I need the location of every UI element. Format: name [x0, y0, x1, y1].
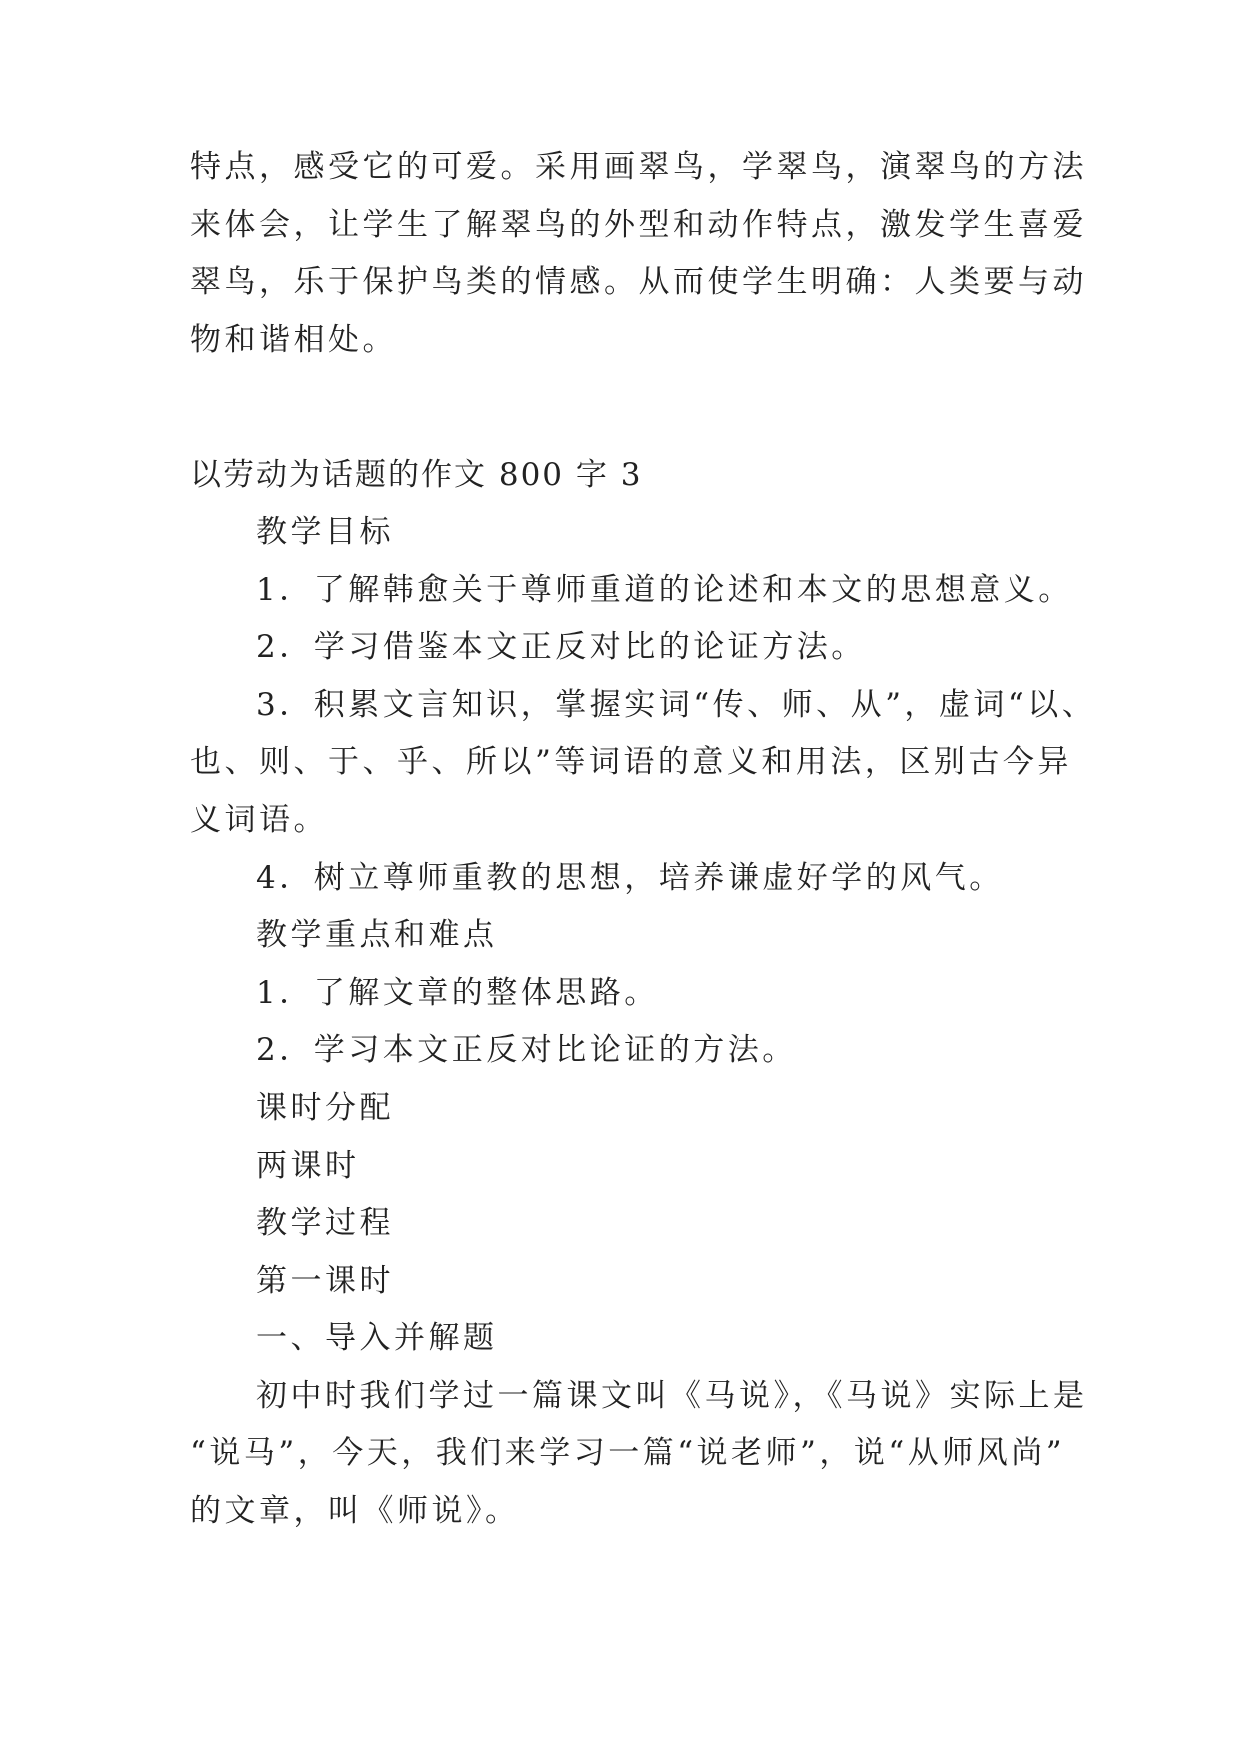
heading-hours: 课时分配 [256, 1090, 394, 1126]
intro-line-1: 特点，感受它的可爱。采用画翠鸟，学翠鸟，演翠鸟的方法 [190, 149, 1087, 185]
focus-1: 1．了解文章的整体思路。 [256, 975, 659, 1011]
lesson-one: 第一课时 [256, 1263, 394, 1299]
goal-3-line-1: 3．积累文言知识，掌握实词“传、师、从”，虚词“以、 [256, 687, 1097, 723]
goal-2: 2．学习借鉴本文正反对比的论证方法。 [256, 629, 866, 665]
lesson-intro-line-1: 初中时我们学过一篇课文叫《马说》，《马说》实际上是 [256, 1378, 1088, 1414]
lesson-intro-line-2: “说马”，今天，我们来学习一篇“说老师”，说“从师风尚” [190, 1435, 1066, 1471]
focus-2: 2．学习本文正反对比论证的方法。 [256, 1032, 797, 1068]
heading-goals: 教学目标 [256, 514, 394, 550]
lesson-intro-line-3: 的文章，叫《师说》。 [190, 1493, 520, 1529]
intro-line-4: 物和谐相处。 [190, 322, 397, 358]
goal-3-line-2: 也、则、于、乎、所以”等词语的意义和用法，区别古今异 [190, 744, 1072, 780]
goal-1: 1．了解韩愈关于尊师重道的论述和本文的思想意义。 [256, 572, 1073, 608]
heading-focus: 教学重点和难点 [256, 917, 498, 953]
goal-3-line-3: 义词语。 [190, 802, 328, 838]
hours-value: 两课时 [256, 1148, 360, 1184]
step-one: 一、导入并解题 [256, 1320, 498, 1356]
heading-process: 教学过程 [256, 1205, 394, 1241]
goal-4: 4．树立尊师重教的思想，培养谦虚好学的风气。 [256, 860, 1004, 896]
intro-line-2: 来体会，让学生了解翠鸟的外型和动作特点，激发学生喜爱 [190, 207, 1087, 243]
section-title: 以劳动为话题的作文 800 字 3 [190, 457, 643, 493]
intro-line-3: 翠鸟，乐于保护鸟类的情感。从而使学生明确：人类要与动 [190, 264, 1087, 300]
